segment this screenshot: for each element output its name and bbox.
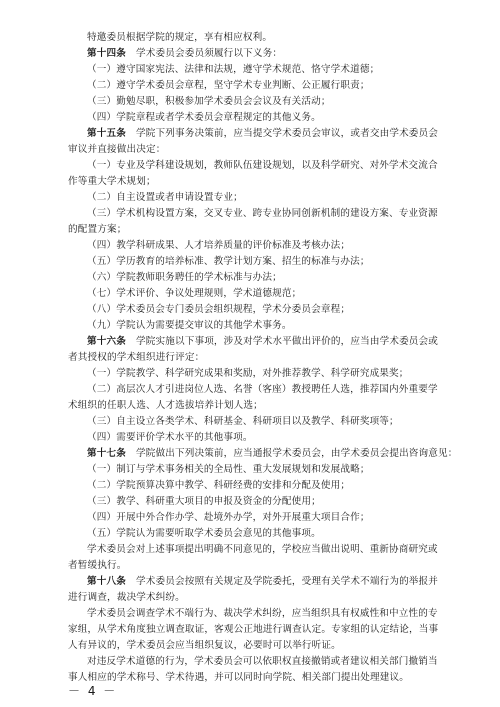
page-number: － 4 － <box>68 684 118 698</box>
line-text: （三）教学、科研重大项目的申报及资金的分配使用； <box>87 496 321 507</box>
line-text: （九）学院认为需要提交审议的其他学术事务。 <box>87 320 292 331</box>
article-number: 第十八条 <box>87 576 126 587</box>
article-line <box>68 574 448 590</box>
text-line <box>68 590 448 606</box>
article-number: 第十四条 <box>87 48 126 59</box>
line-text: （一）遵守国家宪法、法律和法规，遵守学术规范、恪守学术道德； <box>87 64 380 75</box>
line-text: （二）高层次人才引进岗位人选、名誉（客座）教授聘任人选，推荐国内外重要学 <box>87 384 438 395</box>
line-text: （二）学院预算决算中教学、科研经费的安排和分配及使用； <box>87 480 351 491</box>
line-text: 学院做出下列决策前，应当通报学术委员会，由学术委员会提出咨询意见： <box>135 448 458 459</box>
line-text: （三）自主设立各类学术、科研基金、科研项目以及教学、科研奖项等； <box>87 416 399 427</box>
line-text: 对违反学术道德的行为，学术委员会可以依职权直接撤销或者建议相关部门撤销当 <box>87 656 438 667</box>
text-line <box>68 254 448 270</box>
line-text: 家组，从学术角度独立调查取证，客观公正地进行调查认定。专家组的认定结论，当事 <box>68 624 439 635</box>
line-text: 者暂缓执行。 <box>68 560 127 571</box>
text-line <box>68 350 448 366</box>
line-text: 作等重大学术规划； <box>68 176 156 187</box>
text-line <box>68 142 448 158</box>
text-line <box>68 270 448 286</box>
text-line <box>68 238 448 254</box>
text-line <box>68 526 448 542</box>
text-line <box>68 78 448 94</box>
text-line <box>68 302 448 318</box>
text-line <box>68 670 448 686</box>
text-line <box>68 382 448 398</box>
line-text: （四）开展中外合作办学、赴境外办学，对外开展重大项目合作； <box>87 512 370 523</box>
text-line <box>68 222 448 238</box>
text-line <box>68 510 448 526</box>
text-line <box>68 30 448 46</box>
text-line <box>68 110 448 126</box>
line-text: 学术委员会委员须履行以下义务： <box>135 48 283 59</box>
text-line <box>68 206 448 222</box>
line-text: （四）需要评价学术水平的其他事项。 <box>87 432 253 443</box>
line-text: （三）勤勉尽职，积极参加学术委员会会议及有关活动； <box>87 96 331 107</box>
text-line <box>68 158 448 174</box>
text-line <box>68 286 448 302</box>
line-text: （五）学历教育的培养标准、教学计划方案、招生的标准与办法； <box>87 256 370 267</box>
text-line <box>68 366 448 382</box>
line-text: （七）学术评价、争议处理规则，学术道德规范； <box>87 288 302 299</box>
article-line <box>68 126 448 142</box>
text-line <box>68 606 448 622</box>
article-line <box>68 46 448 62</box>
text-line <box>68 638 448 654</box>
article-number: 第十七条 <box>87 448 126 459</box>
text-line <box>68 414 448 430</box>
line-text: （一）学院教学、科学研究成果和奖励，对外推荐教学、科学研究成果奖； <box>87 368 409 379</box>
line-text: （一）制订与学术事务相关的全局性、重大发展规划和发展战略； <box>87 464 370 475</box>
line-text: 学术委员会调查学术不端行为、裁决学术纠纷，应当组织具有权威性和中立性的专 <box>87 608 438 619</box>
line-text: 审议并直接做出决定： <box>68 144 166 155</box>
document-body <box>68 30 458 686</box>
article-number: 第十六条 <box>87 336 126 347</box>
text-line <box>68 398 448 414</box>
text-line <box>68 654 448 670</box>
line-text: 人有异议的，学术委员会应当组织复议，必要时可以举行听证。 <box>68 640 341 651</box>
text-line <box>68 622 448 638</box>
text-line <box>68 542 448 558</box>
line-text: 事人相应的学术称号、学术待遇，并可以同时向学院、相关部门提出处理建议。 <box>68 672 410 683</box>
line-text: 术组织的任职人选、人才选拔培养计划人选； <box>68 400 263 411</box>
line-text: （八）学术委员会专门委员会组织规程，学术分委员会章程； <box>87 304 351 315</box>
line-text: （二）自主设置或者申请设置专业； <box>87 192 243 203</box>
line-text: （五）学院认为需要听取学术委员会意见的其他事项。 <box>87 528 321 539</box>
line-text: 学术委员会对上述事项提出明确不同意见的，学校应当做出说明、重新协商研究或 <box>87 544 438 555</box>
line-text: 者其授权的学术组织进行评定： <box>68 352 205 363</box>
article-number: 第十五条 <box>87 128 126 139</box>
text-line <box>68 558 448 574</box>
article-line <box>68 334 448 350</box>
article-line <box>68 446 458 462</box>
text-line <box>68 190 448 206</box>
line-text: （三）学术机构设置方案，交叉专业、跨专业协同创新机制的建设方案、专业资源 <box>87 208 438 219</box>
text-line <box>68 94 448 110</box>
text-line <box>68 462 448 478</box>
text-line <box>68 430 448 446</box>
line-text: 进行调查，裁决学术纠纷。 <box>68 592 185 603</box>
line-text: （四）学院章程或者学术委员会章程规定的其他义务。 <box>87 112 321 123</box>
line-text: 特邀委员根据学院的规定，享有相应权利。 <box>87 32 273 43</box>
line-text: （四）教学科研成果、人才培养质量的评价标准及考核办法； <box>87 240 351 251</box>
text-line <box>68 494 448 510</box>
text-line <box>68 318 448 334</box>
text-line <box>68 478 448 494</box>
line-text: （一）专业及学科建设规划，教师队伍建设规划，以及科学研究、对外学术交流合 <box>87 160 438 171</box>
line-text: 的配置方案； <box>68 224 127 235</box>
line-text: （六）学院教师职务聘任的学术标准与办法； <box>87 272 282 283</box>
line-text: 学院下列事务决策前，应当提交学术委员会审议，或者交由学术委员会 <box>135 128 439 139</box>
text-line <box>68 62 448 78</box>
line-text: （二）遵守学术委员会章程，坚守学术专业判断、公正履行职责； <box>87 80 370 91</box>
line-text: 学院实施以下事项，涉及对学术水平做出评价的，应当由学术委员会或 <box>135 336 439 347</box>
text-line <box>68 174 448 190</box>
line-text: 学术委员会按照有关规定及学院委托，受理有关学术不端行为的举报并 <box>135 576 439 587</box>
